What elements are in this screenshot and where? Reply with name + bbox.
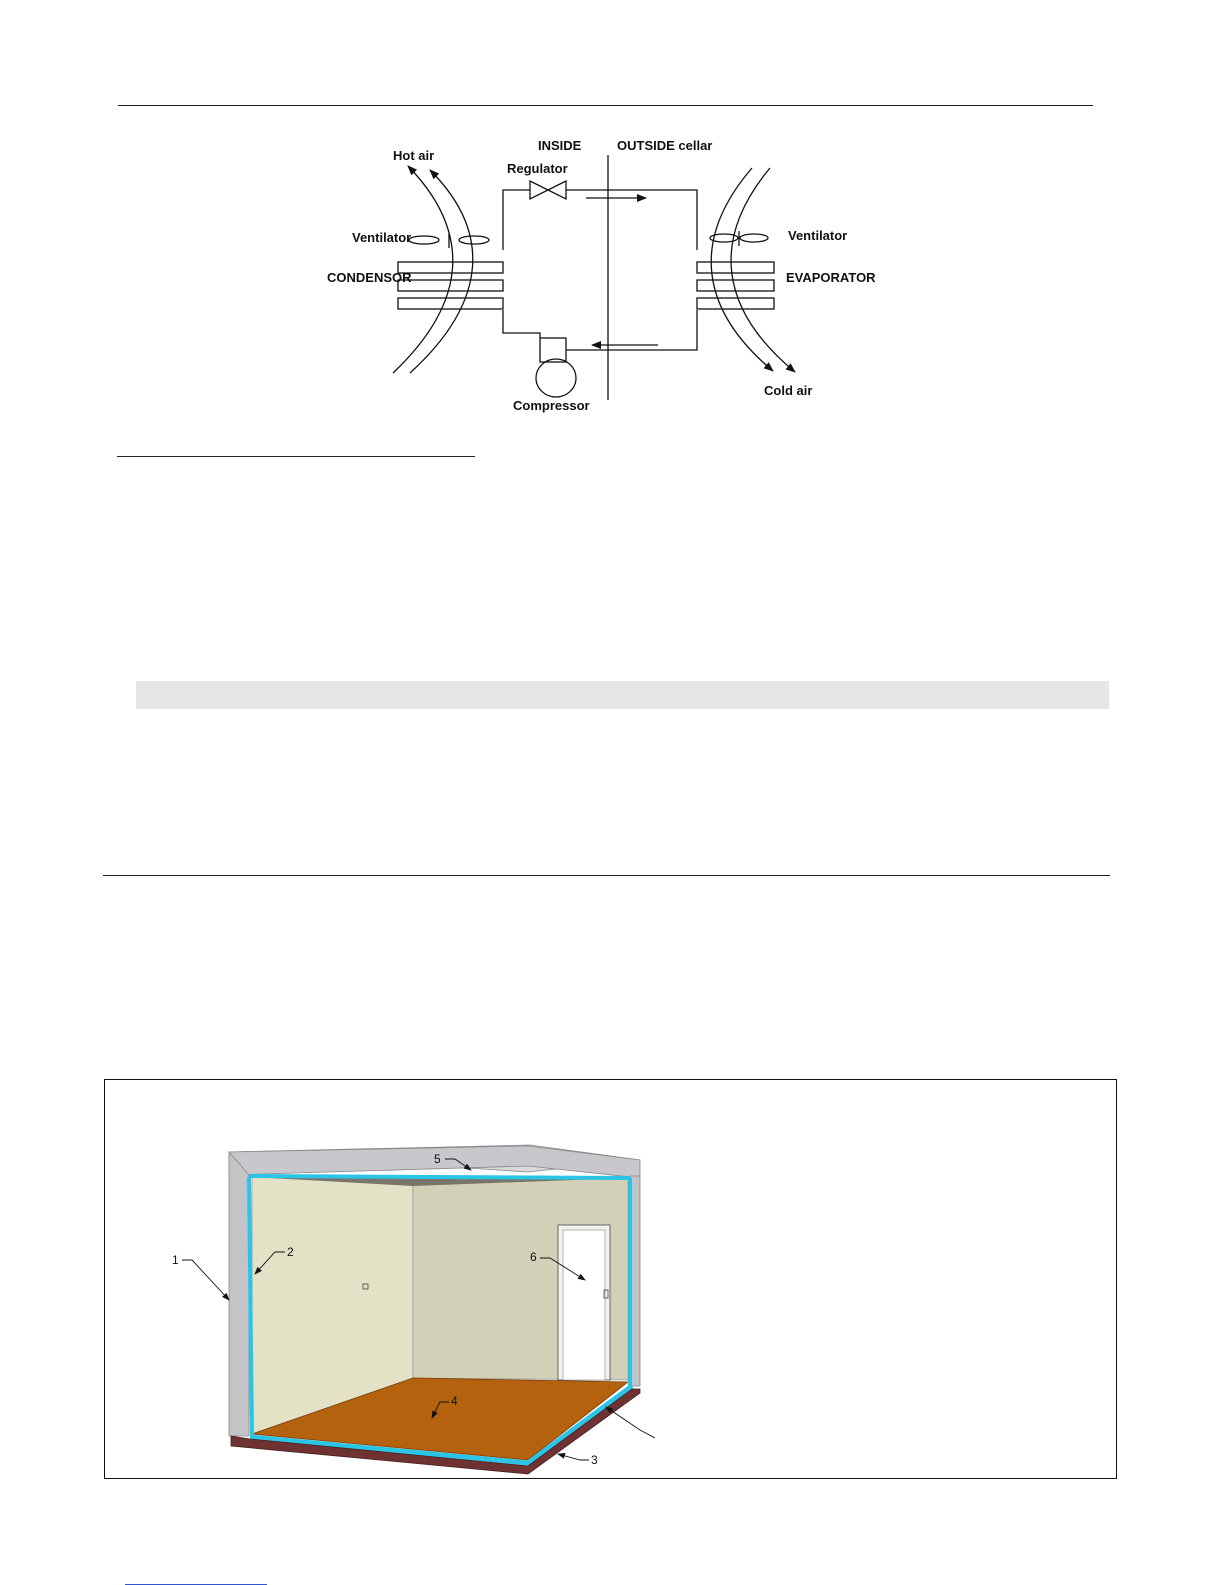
condensor-coil: [398, 262, 503, 273]
callout-2: 2: [287, 1245, 294, 1259]
evaporator-coil: [697, 298, 774, 309]
regulator-valve: [548, 181, 566, 199]
cellar-room-illustration: [0, 1080, 1225, 1480]
leader-3: [558, 1454, 589, 1460]
ventilator-fan-left: [409, 236, 439, 244]
callout-4: 4: [451, 1394, 458, 1408]
evaporator-coil: [697, 262, 774, 273]
regulator-label: Regulator: [507, 161, 568, 176]
regulator-valve: [530, 181, 548, 199]
page-divider: [103, 875, 1110, 876]
ventilator-fan-left: [459, 236, 489, 244]
door-opening: [563, 1230, 605, 1380]
ventilator-left-label: Ventilator: [352, 230, 412, 245]
insulation-ceiling: [249, 1176, 630, 1178]
inside-label: INSIDE: [538, 138, 582, 153]
cold-air-label: Cold air: [764, 383, 813, 398]
high-pressure-pipe: [503, 190, 530, 250]
condensor-label: CONDENSOR: [327, 270, 412, 285]
section-underline: [117, 456, 475, 457]
ventilator-fan-right: [740, 234, 768, 242]
compressor-label: Compressor: [513, 398, 590, 413]
callout-1: 1: [172, 1253, 179, 1267]
highlight-bar: [136, 681, 1109, 709]
insulation-left: [249, 1177, 252, 1436]
leader-insulation-floor: [606, 1407, 655, 1438]
callout-3: 3: [591, 1453, 598, 1467]
condensor-coil: [398, 298, 503, 309]
outside-cellar-label: OUTSIDE cellar: [617, 138, 713, 153]
refrigeration-cycle-diagram: [0, 0, 1225, 440]
discharge-pipe: [503, 310, 540, 338]
outer-wall-left: [229, 1152, 249, 1436]
callout-6: 6: [530, 1250, 537, 1264]
compressor-motor: [536, 359, 576, 397]
compressor-body: [540, 338, 566, 362]
suction-pipe: [566, 310, 697, 350]
evaporator-label: EVAPORATOR: [786, 270, 876, 285]
hot-air-flow: [410, 170, 473, 373]
ventilator-right-label: Ventilator: [788, 228, 848, 243]
leader-1: [182, 1260, 229, 1300]
hot-air-label: Hot air: [393, 148, 435, 163]
low-pressure-pipe-top: [566, 190, 697, 250]
callout-5: 5: [434, 1152, 441, 1166]
